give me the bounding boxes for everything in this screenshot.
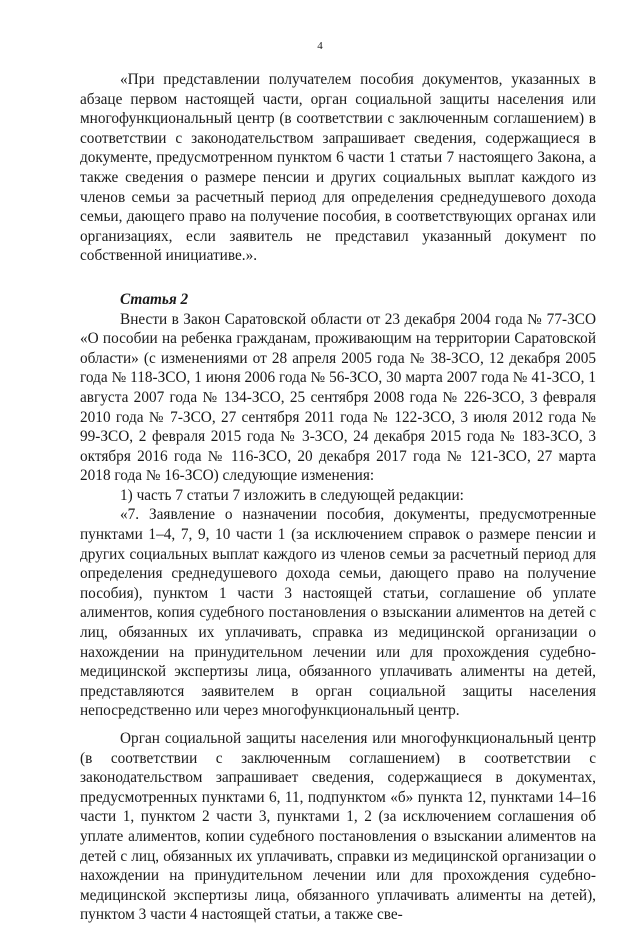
article-heading: Статья 2 bbox=[120, 290, 189, 308]
paragraph-item-1: 1) часть 7 статьи 7 изложить в следующей редакции: bbox=[120, 486, 464, 504]
paragraph-article-intro: Внести в Закон Саратовской области от 23 декабря 2004 года № 77-ЗСО «О пособии на ребенка гражданам, проживающим на территории Саратовской области» (с изменениями от 28 апреля 2005 года № 38-ЗСО, 12 декабря 2005 года № 118-ЗСО, 1 июня 2006 года № 56-ЗСО, 30 марта 2007 года № 41-ЗСО, 1 августа 2007 года № 134-ЗСО, 25 сентября 2008 года № 226-ЗСО, 3 февраля 2010 года № 7-ЗСО, 27 сентября 2011 года № 122-ЗСО, 3 июля 2012 года № 99-ЗСО, 2 февраля 2015 года № 3-ЗСО, 24 декабря 2015 года № 183-ЗСО, 3 октября 2016 года № 116-ЗСО, 20 декабря 2017 года № 121-ЗСО, 27 марта 2018 года № 16-ЗСО) следующие изменения: bbox=[80, 310, 596, 485]
paragraph-agency-request: Орган социальной защиты населения или многофункциональный центр (в соответствии с заключенным соглашением) в соответствии с законодательством запрашивает сведения, содержащиеся в документах, предусмотренных пунктами 6, 11, подпунктом «б» пункта 12, пунктами 14–16 части 1, пунктом 2 части 3, пунктами 1, 2 (за исключением соглашения об уплате алиментов, копии судебного постановления о взыскании алиментов на детей с лиц, обязанных их уплачивать, справки из медицинской организации о нахождении на принудительном лечении или для прохождения судебно-медицинской экспертизы лица, обязанного уплачивать алименты на детей), пунктом 3 части 4 настоящей статьи, а также све- bbox=[80, 730, 596, 924]
page-number: 4 bbox=[317, 40, 323, 52]
paragraph-quoted-amendment: «При представлении получателем пособия документов, указанных в абзаце первом настоящей части, орган социальной защиты населения или многофункциональный центр (в соответствии с заключенным соглашением) в соответствии с законодательством запрашивает сведения, содержащиеся в документе, предусмотренном пунктом 6 части 1 статьи 7 настоящего Закона, а также сведения о размере пенсии и других социальных выплат каждого из членов семьи за расчетный период для определения среднедушевого дохода семьи, дающего право на получение пособия, в соответствующих органах или организациях, если заявитель не представил указанный документ по собственной инициативе.». bbox=[80, 71, 596, 265]
paragraph-part-7: «7. Заявление о назначении пособия, документы, предусмотренные пунктами 1–4, 7, 9, 10 части 1 (за исключением справок о размере пенсии и других социальных выплат каждого из членов семьи за расчетный период для определения среднедушевого дохода семьи, дающего право на получение пособия), пунктом 1 части 3 настоящей статьи, соглашение об уплате алиментов, копия судебного постановления о взыскании алиментов на детей с лиц, обязанных их уплачивать, справка из медицинской организации о нахождении на принудительном лечении или для прохождения судебно-медицинской экспертизы лица, обязанного уплачивать алименты на детей, представляются заявителем в орган социальной защиты населения непосредственно или через многофункциональный центр. bbox=[80, 506, 596, 720]
document-body bbox=[80, 70, 596, 925]
